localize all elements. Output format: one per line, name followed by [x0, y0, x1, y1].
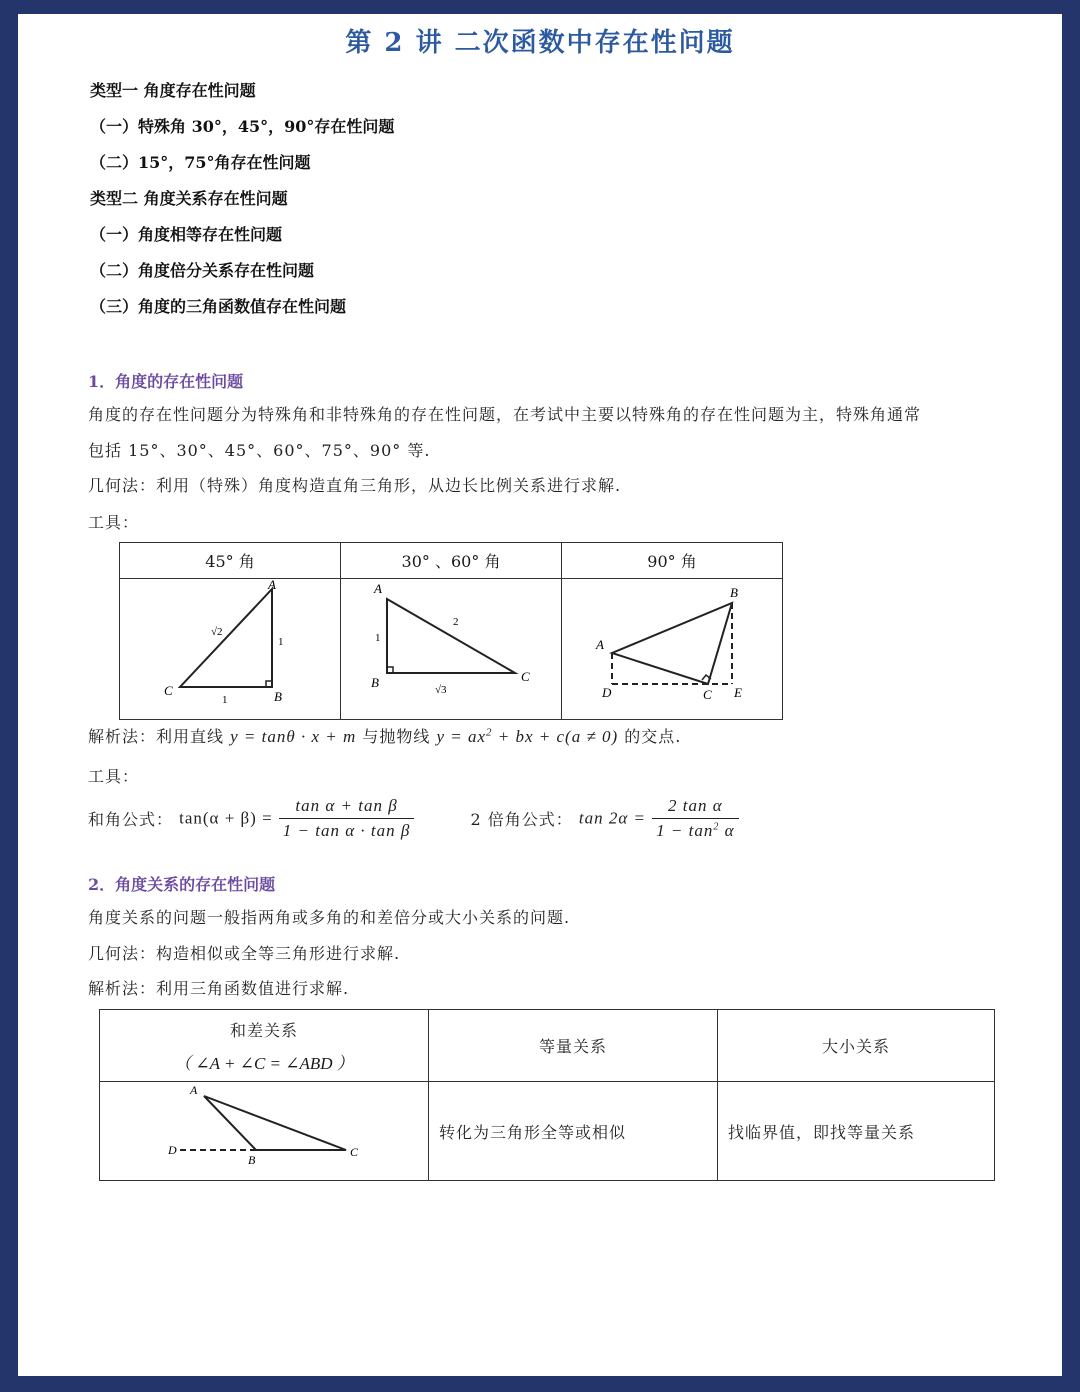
header-equal-relation: 等量关系: [429, 1010, 718, 1082]
label-c: C: [164, 683, 173, 698]
label-a: A: [190, 1083, 198, 1097]
triangle-30-60-diagram: [341, 579, 561, 715]
label-d: D: [168, 1143, 177, 1157]
formula-row: [88, 796, 739, 841]
triangle-abcd-diagram: [100, 1082, 426, 1176]
sum-difference-title: 和差关系: [229, 1020, 298, 1040]
toc-item-2-1: （一）角度相等存在性问题: [90, 225, 283, 244]
section2-heading: 2．角度关系的存在性问题: [88, 875, 276, 894]
cell-sum-difference-diagram: [100, 1082, 429, 1181]
label-base: 1: [222, 694, 228, 706]
section1-paragraph-2: 包括 15°、30°、45°、60°、75°、90° 等.: [88, 441, 431, 460]
double-numerator: 2 tan α: [652, 796, 738, 819]
analytic-mid: 与抛物线: [362, 727, 431, 746]
label-hyp: √2: [211, 626, 223, 638]
label-e: E: [734, 685, 742, 700]
sum-denominator: 1 − tan α · tan β: [282, 821, 411, 840]
analytic-suffix: 的交点.: [624, 727, 682, 746]
section2-paragraph-1: 角度关系的问题一般指两角或多角的和差倍分或大小关系的问题.: [88, 908, 571, 927]
sum-formula-label: 和角公式：: [88, 810, 174, 829]
label-c: C: [521, 669, 530, 684]
header-45: 45° 角: [120, 543, 341, 579]
toc-type-one: 类型一 角度存在性问题: [90, 81, 256, 100]
label-c: C: [350, 1145, 359, 1159]
section1-paragraph-1: 角度的存在性问题分为特殊角和非特殊角的存在性问题，在考试中主要以特殊角的存在性问题为主，特殊角通常: [88, 405, 922, 424]
header-size-relation: 大小关系: [718, 1010, 995, 1082]
section1-geometric-method: 几何法：利用（特殊）角度构造直角三角形，从边长比例关系进行求解.: [88, 476, 622, 495]
cell-30-60-triangle: [341, 579, 562, 720]
cell-45-triangle: [120, 579, 341, 720]
toc-type-two: 类型二 角度关系存在性问题: [90, 189, 288, 208]
label-d: D: [602, 685, 612, 700]
header-90: 90° 角: [562, 543, 783, 579]
cell-90-triangle: [562, 579, 783, 720]
section1-tool-label: 工具：: [88, 513, 140, 532]
label-a: A: [596, 637, 604, 652]
label-a: A: [268, 579, 276, 592]
label-b: B: [274, 689, 282, 704]
label-b: B: [730, 585, 738, 600]
header-sum-difference: [100, 1010, 429, 1082]
triangle-90-diagram: [562, 579, 782, 715]
section1-tool-label-2: 工具：: [88, 767, 140, 786]
double-formula-fraction: [652, 796, 738, 841]
equal-relation-body: 转化为三角形全等或相似: [429, 1082, 718, 1181]
header-30-60: 30° 、60° 角: [341, 543, 562, 579]
section2-geometric-method: 几何法：构造相似或全等三角形进行求解.: [88, 944, 401, 963]
toc-item-2-2: （二）角度倍分关系存在性问题: [90, 261, 315, 280]
label-c: C: [703, 687, 712, 702]
label-side: 1: [375, 632, 381, 644]
angle-relation-table: [99, 1009, 995, 1181]
section1-heading: 1．角度的存在性问题: [88, 372, 244, 391]
label-hyp: 2: [453, 616, 459, 628]
toc-item-1-2: （二）15°，75°角存在性问题: [90, 153, 311, 172]
label-a: A: [374, 581, 382, 596]
analytic-prefix: 解析法：利用直线: [88, 727, 225, 746]
triangle-45-diagram: [120, 579, 340, 715]
label-b: B: [248, 1153, 256, 1167]
line-equation: y = tanθ · x + m: [230, 727, 357, 746]
analytic-method: [88, 724, 681, 747]
page-title: 第 2 讲 二次函数中存在性问题: [345, 28, 735, 58]
label-b: B: [371, 675, 379, 690]
double-formula-label: 2 倍角公式：: [470, 810, 573, 829]
sum-formula-lhs: tan(α + β) =: [179, 808, 273, 828]
section2-analytic-method: 解析法：利用三角函数值进行求解.: [88, 979, 350, 998]
label-base: √3: [435, 684, 447, 696]
toc-item-2-3: （三）角度的三角函数值存在性问题: [90, 297, 347, 316]
double-denominator: $1 - \tan^2 \alpha$: [656, 821, 735, 840]
sum-difference-formula: （ ∠A + ∠C = ∠ABD ）: [174, 1053, 354, 1073]
size-relation-body: 找临界值，即找等量关系: [718, 1082, 995, 1181]
special-angle-table: [119, 542, 783, 720]
document-page: [18, 14, 1062, 1376]
sum-formula-fraction: [279, 796, 415, 841]
toc-item-1-1: （一）特殊角 30°，45°，90°存在性问题: [90, 117, 395, 136]
double-formula-lhs: tan 2α =: [578, 808, 647, 828]
parabola-equation: $y = ax^2$ + bx + c(a ≠ 0): [436, 726, 619, 746]
label-side: 1: [278, 636, 284, 648]
sum-numerator: tan α + tan β: [279, 796, 415, 819]
